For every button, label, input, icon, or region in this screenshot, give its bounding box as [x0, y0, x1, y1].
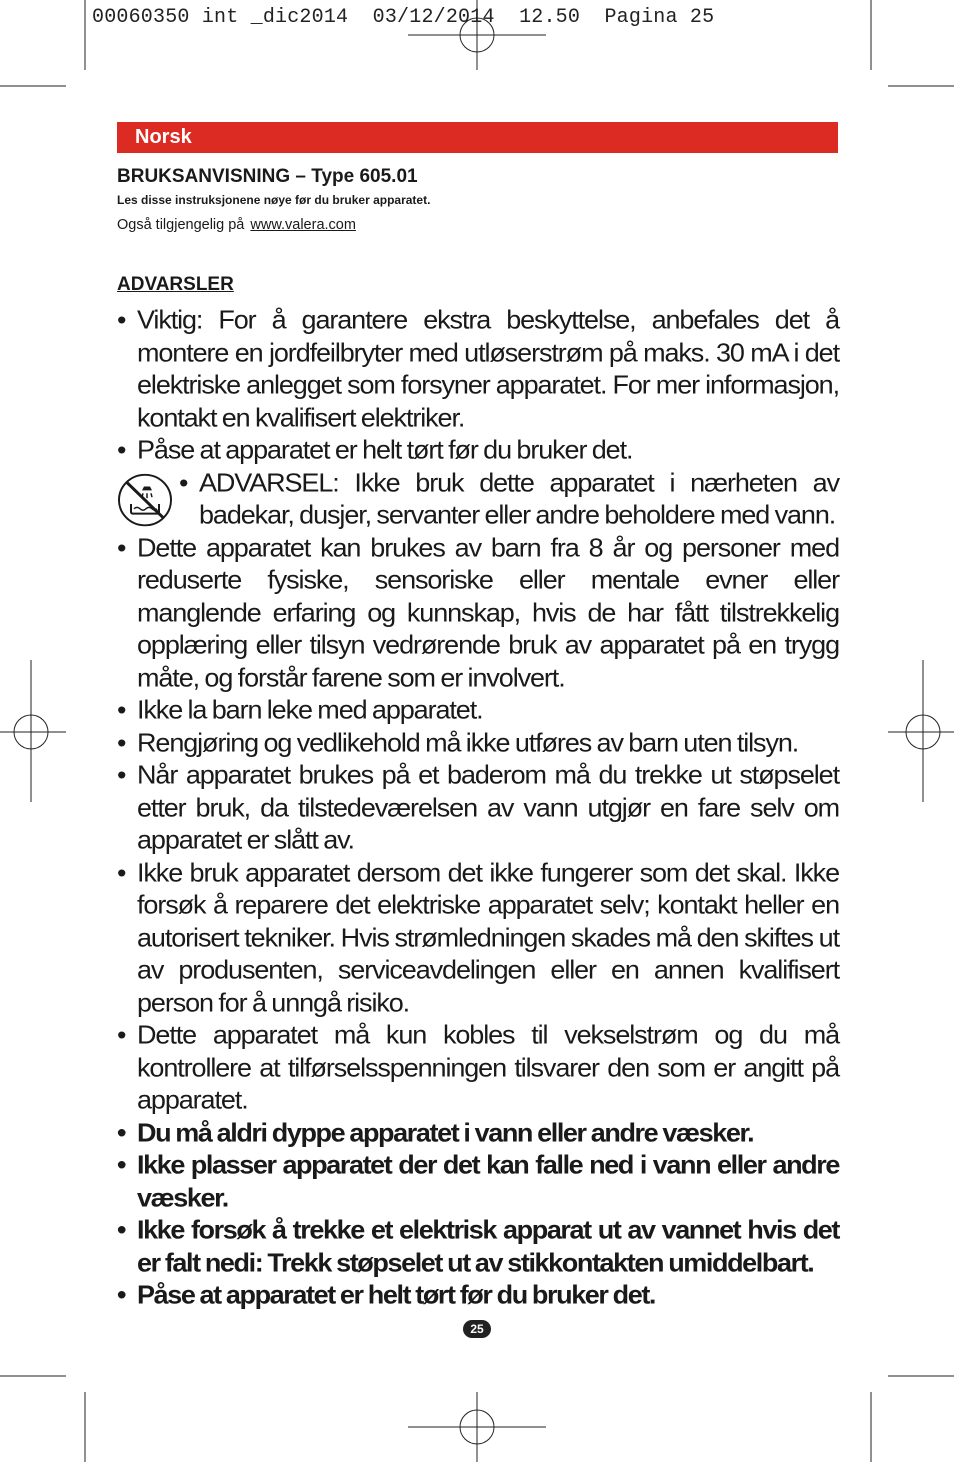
registration-mark-right: [888, 660, 954, 802]
bullet: •: [117, 1020, 126, 1050]
bullet: •: [117, 435, 126, 465]
language-bar: [117, 122, 838, 153]
warning-text: ADVARSEL: Ikke bruk dette apparatet i nærheten av badekar, dusjer, servanter eller andre beholdere med vann.: [199, 467, 839, 530]
bullet: •: [117, 857, 126, 887]
bullet: •: [117, 304, 126, 335]
warning-text: Viktig: For å garantere ekstra beskyttelse, anbefales det å montere en jordfeilbryter med utløserstrøm på maks. 30 mA i det elektriske anlegget som forsyner apparatet. For mer informasjon, kontakt en kvalifisert elektriker.: [137, 304, 839, 432]
warning-text: Rengjøring og vedlikehold må ikke utføres av barn uten tilsyn.: [137, 727, 799, 757]
warning-list: [117, 304, 839, 1312]
warning-text: Når apparatet brukes på et baderom må du trekke ut støpselet etter bruk, da tilstedeværelsen av vann utgjør en fare selv om apparatet er slått av.: [137, 760, 839, 855]
warning-text: Påse at apparatet er helt tørt før du bruker det.: [137, 1280, 656, 1310]
warning-text: Ikke bruk apparatet dersom det ikke fungerer som det skal. Ikke forsøk å reparere det elektriske apparatet selv; kontakt heller en autorisert tekniker. Hvis strømledningen skades må den skiftes ut av produsenten, serviceavdelingen eller en annen kvalifisert person for å unngå risiko.: [137, 857, 839, 1017]
warning-text: Ikke la barn leke med apparatet.: [137, 695, 483, 725]
bullet: •: [117, 727, 126, 757]
bullet: •: [117, 1150, 126, 1180]
warning-text: Dette apparatet må kun kobles til vekselstrøm og du må kontrollere at tilførselsspenningen tilsvarer den som er angitt på apparatet.: [137, 1020, 839, 1115]
warning-text: Ikke forsøk å trekke et elektrisk apparat ut av vannet hvis det er falt nedi: Trekk støpselet ut av stikkontakten umiddelbart.: [137, 1215, 839, 1278]
warning-item: [117, 1019, 839, 1117]
document-subtitle: Les disse instruksjonene nøye før du bruker apparatet.: [117, 193, 431, 207]
website-link[interactable]: www.valera.com: [250, 217, 356, 233]
bullet: •: [117, 532, 126, 562]
registration-mark-left: [0, 660, 66, 802]
document-title: BRUKSANVISNING – Type 605.01: [117, 166, 418, 187]
page-number: 25: [463, 1320, 491, 1338]
language-label: Norsk: [135, 126, 192, 148]
availability-line: [117, 217, 356, 233]
registration-mark-top: [408, 0, 546, 70]
bullet: •: [117, 1280, 126, 1310]
warning-item: [117, 1149, 839, 1214]
warning-text: Dette apparatet kan brukes av barn fra 8 år og personer med reduserte fysiske, sensoriske eller mentale evner eller manglende erfaring og kunnskap, hvis de har fått tilstrekkelig opplæring eller tilsyn vedrørende bruk av apparatet på en trygg måte, og forstår farene som er involvert.: [137, 532, 839, 692]
warning-item: [117, 467, 839, 532]
warning-text: Du må aldri dyppe apparatet i vann eller andre væsker.: [137, 1117, 754, 1147]
warning-item: [117, 1214, 839, 1279]
warning-item: [117, 759, 839, 857]
warning-item: [117, 727, 839, 760]
availability-text: Også tilgjengelig på: [117, 217, 245, 233]
warning-item: [117, 434, 839, 467]
bullet: •: [117, 1117, 126, 1147]
warning-text: Ikke plasser apparatet der det kan falle ned i vann eller andre væsker.: [137, 1150, 839, 1212]
print-slug: 00060350 int _dic2014 03/12/2014 12.50 Pagina 25: [92, 6, 715, 29]
warning-item: [117, 694, 839, 727]
registration-mark-bottom: [408, 1392, 546, 1462]
no-bath-water-icon: [117, 472, 173, 535]
bullet: •: [179, 467, 188, 497]
section-title: ADVARSLER: [117, 274, 234, 295]
warning-item: [117, 857, 839, 1020]
warning-item: [117, 1117, 839, 1150]
warning-item: [117, 532, 839, 695]
bullet: •: [117, 695, 126, 725]
bullet: •: [117, 1215, 126, 1245]
bullet: •: [117, 760, 126, 790]
warning-item: [117, 304, 839, 434]
warning-text: Påse at apparatet er helt tørt før du bruker det.: [137, 435, 633, 465]
warning-item: [117, 1279, 839, 1312]
